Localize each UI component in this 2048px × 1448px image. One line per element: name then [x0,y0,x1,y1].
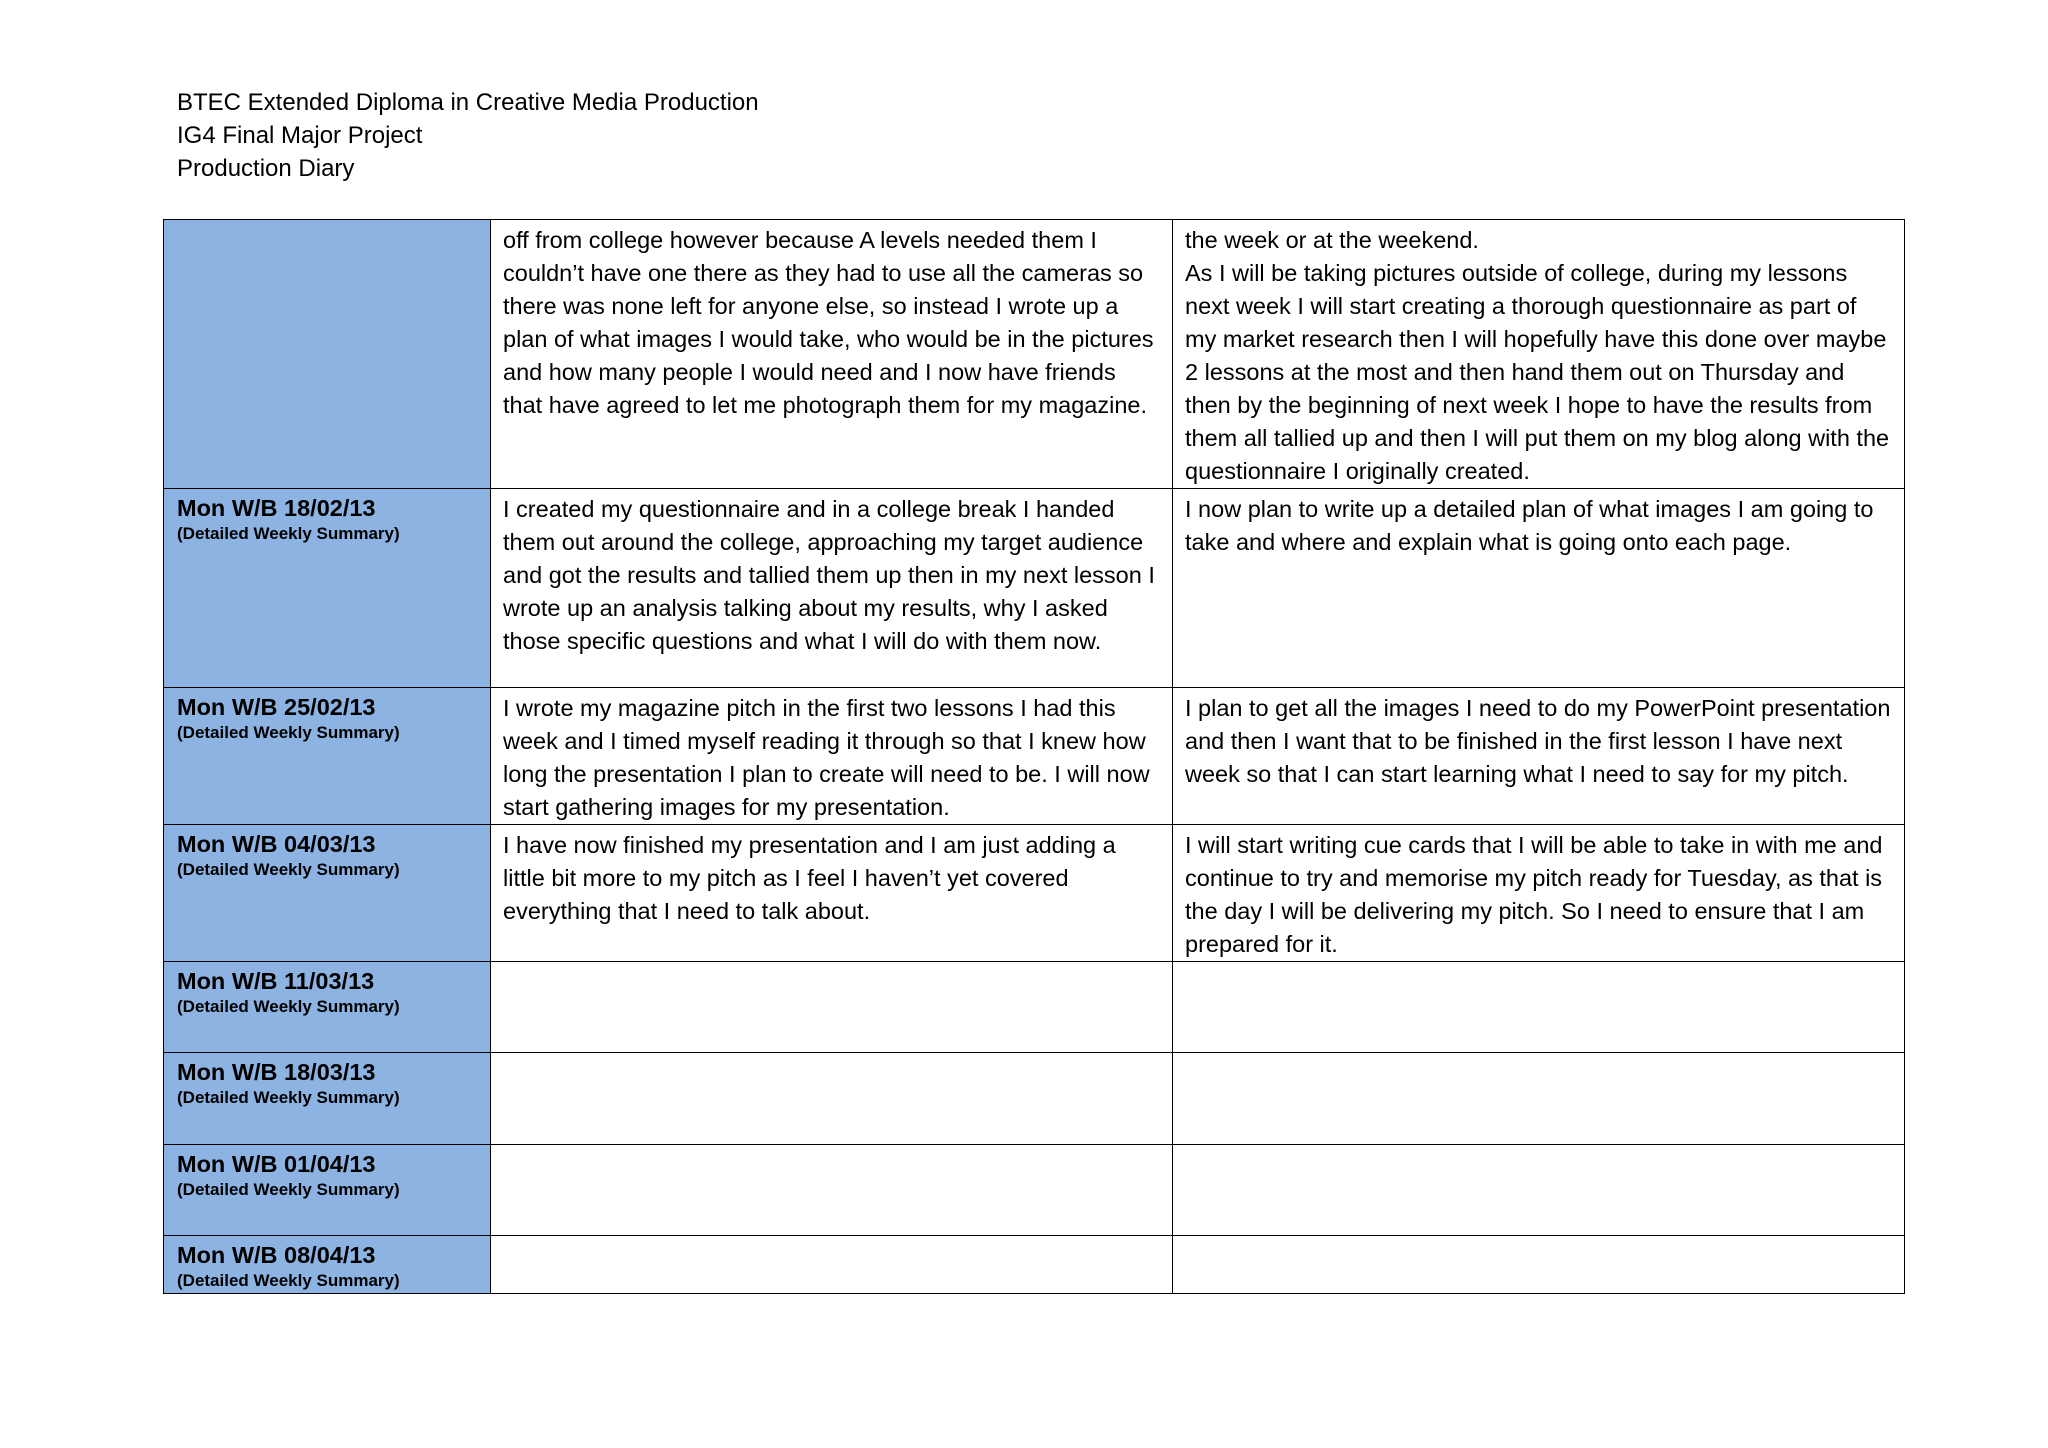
production-diary-table [163,219,1905,1294]
plan-cell [1173,825,1905,962]
week-subtitle: (Detailed Weekly Summary) [177,860,400,879]
diary-title: Production Diary [177,155,355,182]
week-date: Mon W/B 08/04/13 [177,1242,376,1268]
week-date: Mon W/B 04/03/13 [177,831,376,857]
plan-text: I plan to get all the images I need to do my PowerPoint presentation and then I want that to be finished in the first lesson I have next week so that I can start learning what I need to say for my pitch. [1185,695,1891,787]
week-subtitle: (Detailed Weekly Summary) [177,524,400,543]
done-cell [491,962,1173,1053]
done-text: off from college however because A levels needed them I couldn’t have one there as they had to use all the cameras so there was none left for anyone else, so instead I wrote up a plan of what images I would take, who would be in the pictures and how many people I would need and I now have friends that have agreed to let me photograph them for my magazine. [503,227,1154,418]
date-cell [164,489,491,688]
plan-text: the week or at the weekend. As I will be taking pictures outside of college, during my lessons next week I will start creating a thorough questionnaire as part of my market research then I will hopefully have this done over maybe 2 lessons at the most and then hand them out on Thursday and then by the beginning of next week I hope to have the results from them all tallied up and then I will put them on my blog along with the questionnaire I originally created. [1185,227,1890,484]
done-text: I have now finished my presentation and I am just adding a little bit more to my pitch as I feel I haven’t yet covered everything that I need to talk about. [503,832,1116,924]
plan-cell [1173,962,1905,1053]
date-cell [164,825,491,962]
plan-cell [1173,1145,1905,1236]
plan-cell [1173,220,1905,489]
week-subtitle: (Detailed Weekly Summary) [177,1271,400,1290]
plan-cell [1173,489,1905,688]
date-cell [164,220,491,489]
plan-cell [1173,688,1905,825]
table-row [164,1053,1905,1145]
done-cell [491,688,1173,825]
plan-cell [1173,1236,1905,1294]
week-subtitle: (Detailed Weekly Summary) [177,1088,400,1107]
done-text: I wrote my magazine pitch in the first two lessons I had this week and I timed myself reading it through so that I knew how long the presentation I plan to create will need to be. I will now start gathering images for my presentation. [503,695,1150,820]
table-row [164,1236,1905,1294]
week-subtitle: (Detailed Weekly Summary) [177,997,400,1016]
week-date: Mon W/B 25/02/13 [177,694,376,720]
plan-text: I will start writing cue cards that I will be able to take in with me and continue to try and memorise my pitch ready for Tuesday, as that is the day I will be delivering my pitch. So I need to ensure that I am prepared for it. [1185,832,1883,957]
course-title: BTEC Extended Diploma in Creative Media Production [177,89,759,116]
date-cell [164,1145,491,1236]
table-row [164,825,1905,962]
plan-text: I now plan to write up a detailed plan of what images I am going to take and where and explain what is going onto each page. [1185,496,1874,555]
document-header [177,86,759,185]
week-date: Mon W/B 01/04/13 [177,1151,376,1177]
week-subtitle: (Detailed Weekly Summary) [177,723,400,742]
done-text: I created my questionnaire and in a college break I handed them out around the college, approaching my target audience and got the results and tallied them up then in my next lesson I wrote up an analysis talking about my results, why I asked those specific questions and what I will do with them now. [503,496,1155,654]
done-cell [491,1053,1173,1145]
date-cell [164,688,491,825]
week-date: Mon W/B 11/03/13 [177,968,375,994]
week-date: Mon W/B 18/03/13 [177,1059,376,1085]
project-title: IG4 Final Major Project [177,122,423,149]
table-row [164,220,1905,489]
week-date: Mon W/B 18/02/13 [177,495,376,521]
table-row [164,688,1905,825]
table-row [164,489,1905,688]
date-cell [164,1236,491,1294]
done-cell [491,1145,1173,1236]
table-row [164,962,1905,1053]
plan-cell [1173,1053,1905,1145]
done-cell [491,489,1173,688]
date-cell [164,962,491,1053]
date-cell [164,1053,491,1145]
table-row [164,1145,1905,1236]
done-cell [491,1236,1173,1294]
week-subtitle: (Detailed Weekly Summary) [177,1180,400,1199]
done-cell [491,825,1173,962]
done-cell [491,220,1173,489]
